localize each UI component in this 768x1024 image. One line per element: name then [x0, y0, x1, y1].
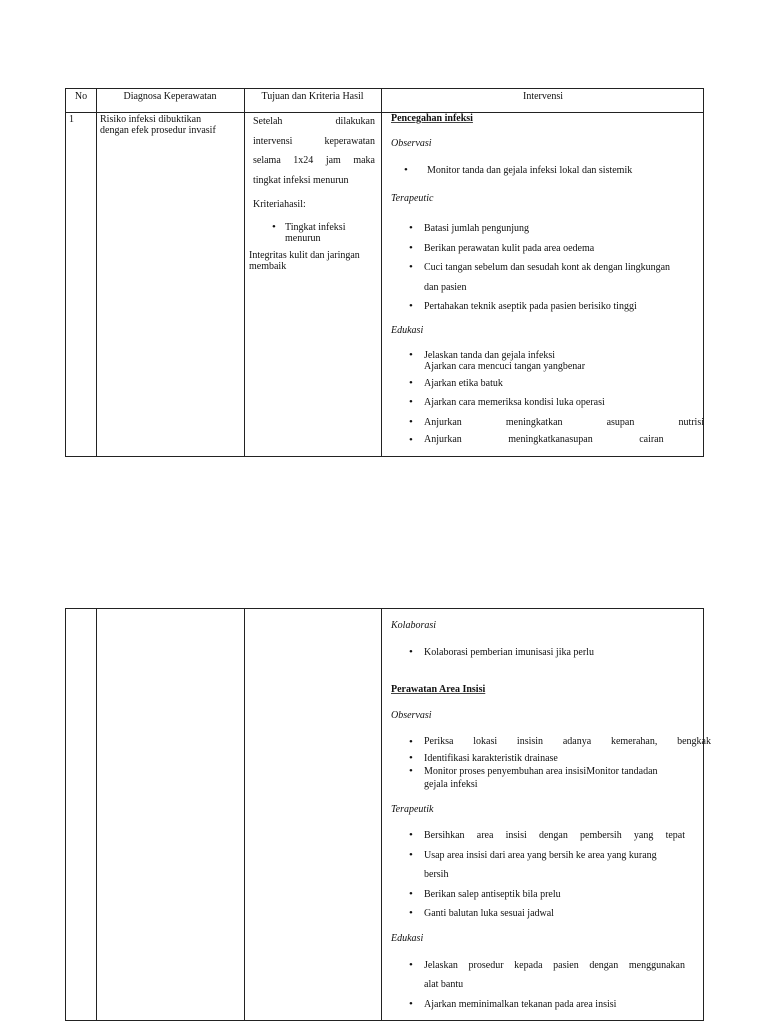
- bullet-icon: [409, 765, 413, 778]
- list-item: • Bersihkan area insisi dengan pembersih yang tepat: [391, 826, 697, 846]
- kriteria-line: menurun: [285, 233, 321, 244]
- bullet-icon: [409, 219, 413, 239]
- list-item-continuation: gejala infeksi: [424, 779, 478, 790]
- list-item: • Identifikasi karakteristik drainase: [391, 752, 697, 765]
- subheading-terapeutic: Terapeutic: [391, 193, 434, 204]
- list-item-continuation: bersih: [424, 869, 449, 880]
- subheading-edukasi: Edukasi: [391, 932, 424, 944]
- tujuan-line: selama 1x24 jam maka: [253, 155, 375, 166]
- list-item: • Pertahakan teknik aseptik pada pasien berisiko tinggi: [391, 297, 697, 317]
- list-item: • Periksa lokasi insisin adanya kemerahan, bengkak: [391, 736, 697, 748]
- column-divider: [96, 609, 97, 1020]
- list-item: • Kolaborasi pemberian imunisasi jika perlu: [391, 647, 697, 658]
- tujuan-line: intervensi keperawatan: [253, 135, 375, 147]
- list-item: • Anjurkan meningkatkan asupan nutrisi: [391, 413, 697, 433]
- header-diagnosa: Diagnosa Keperawatan: [123, 91, 217, 102]
- list-item: • Jelaskan tanda dan gejala infeksi Ajarkan cara mencuci tangan yangbenar: [391, 350, 697, 372]
- observasi-list: [391, 736, 711, 791]
- kriteria-item: [253, 222, 375, 244]
- kriteria-line: Tingkat infeksi: [285, 222, 346, 233]
- bullet-icon: [409, 647, 413, 658]
- subheading-terapeutik: Terapeutik: [391, 804, 434, 815]
- header-intervensi: Intervensi: [523, 91, 563, 102]
- bullet-icon: [409, 736, 413, 749]
- kriteria-extra-line: membaik: [249, 261, 287, 272]
- bullet-icon: [409, 432, 413, 449]
- bullet-icon: [409, 393, 413, 413]
- list-item: • Batasi jumlah pengunjung: [391, 219, 697, 239]
- kriteria-extra: [249, 250, 377, 272]
- bullet-icon: [404, 165, 408, 176]
- column-divider: [244, 89, 245, 456]
- kriteria-label: Kriteriahasil:: [253, 199, 306, 210]
- terapeutic-list: [391, 219, 697, 317]
- bullet-icon: [272, 222, 276, 233]
- edukasi-list: [391, 349, 704, 449]
- section-title: Pencegahan infeksi: [391, 113, 473, 124]
- bullet-icon: [409, 826, 413, 846]
- subheading-kolaborasi: Kolaborasi: [391, 620, 437, 631]
- list-item: • Ajarkan meminimalkan tekanan pada area insisi: [391, 995, 697, 1015]
- bullet-icon: [409, 413, 413, 433]
- column-divider: [244, 609, 245, 1020]
- diagnosa-text: [100, 114, 240, 136]
- kolaborasi-list: [391, 647, 697, 658]
- list-item-continuation: alat bantu: [424, 979, 464, 990]
- row-number: 1: [69, 114, 74, 125]
- subheading-observasi: Observasi: [391, 138, 432, 149]
- list-item: • Ajarkan etika batuk: [391, 374, 697, 394]
- column-divider: [381, 89, 382, 456]
- list-item: • Ganti balutan luka sesuai jadwal: [391, 904, 697, 924]
- diagnosa-line: Risiko infeksi dibuktikan: [100, 114, 202, 125]
- bullet-icon: [409, 239, 413, 259]
- diagnosa-line: dengan efek prosedur invasif: [100, 125, 216, 136]
- list-item: • Anjurkan meningkatkanasupan cairan: [391, 432, 697, 448]
- header-tujuan: Tujuan dan Kriteria Hasil: [261, 91, 364, 102]
- bullet-icon: [409, 297, 413, 317]
- observasi-list: [391, 165, 697, 176]
- tujuan-line: tingkat infeksi menurun: [253, 174, 349, 186]
- list-item: • Jelaskan prosedur kepada pasien dengan menggunakan: [391, 956, 697, 976]
- list-item: • Berikan salep antiseptik bila prelu: [391, 885, 697, 905]
- column-divider: [96, 89, 97, 456]
- section-title: Perawatan Area Insisi: [391, 684, 486, 695]
- tujuan-line: Setelah dilakukan: [253, 116, 375, 127]
- header-no: No: [74, 91, 88, 102]
- bullet-icon: [409, 885, 413, 905]
- bullet-icon: [409, 956, 413, 976]
- subheading-observasi: Observasi: [391, 710, 432, 721]
- column-divider: [381, 609, 382, 1020]
- terapeutik-list: [391, 826, 697, 924]
- intervensi-cell: [391, 112, 704, 448]
- list-subline: Ajarkan cara mencuci tangan yangbenar: [424, 360, 586, 372]
- bullet-icon: [409, 995, 413, 1015]
- list-item-continuation: dan pasien: [424, 281, 467, 293]
- bullet-icon: [409, 374, 413, 394]
- intervensi-cell: [391, 620, 711, 1014]
- kriteria-extra-line: Integritas kulit dan jaringan: [249, 250, 360, 261]
- list-item: • Berikan perawatan kulit pada area oedema: [391, 239, 697, 259]
- bullet-icon: [409, 752, 413, 765]
- care-plan-table: [65, 88, 704, 457]
- bullet-icon: [409, 904, 413, 924]
- list-item: • Ajarkan cara memeriksa kondisi luka operasi: [391, 393, 697, 413]
- list-item: • Usap area insisi dari area yang bersih ke area yang kurang: [391, 846, 697, 866]
- list-item: • Monitor tanda dan gejala infeksi lokal dan sistemik: [391, 165, 697, 176]
- list-item: • Cuci tangan sebelum dan sesudah kont ak dengan lingkungan: [391, 258, 697, 278]
- tujuan-text: [253, 112, 375, 244]
- care-plan-table-continued: [65, 608, 711, 1021]
- bullet-icon: [409, 846, 413, 866]
- bullet-icon: [409, 258, 413, 278]
- bullet-icon: [409, 350, 413, 361]
- list-item: • Monitor proses penyembuhan area insisiMonitor tandadan: [391, 765, 697, 778]
- subheading-edukasi: Edukasi: [391, 324, 424, 336]
- edukasi-list: [391, 956, 697, 1015]
